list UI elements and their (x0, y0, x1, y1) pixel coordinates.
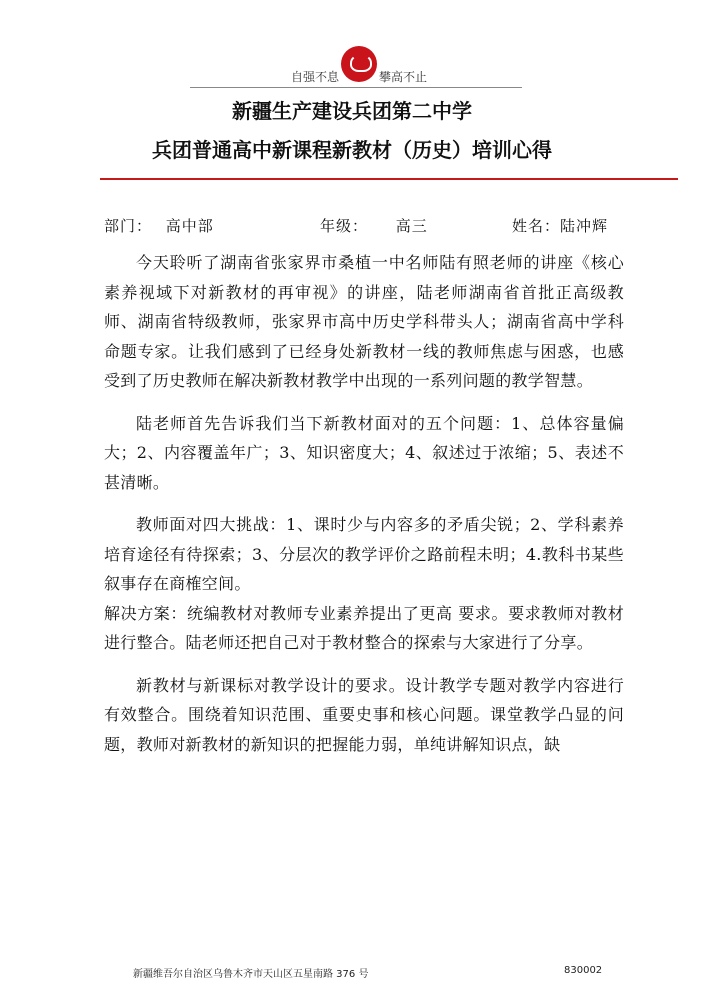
grade-label: 年级： (320, 217, 369, 235)
grade-value: 高三 (395, 217, 428, 235)
school-name: 新疆生产建设兵团第二中学 (232, 99, 472, 123)
footer-zip: 830002 (564, 965, 603, 976)
page-title: 兵团普通高中新课程新教材（历史）培训心得 (152, 138, 552, 162)
department-field (104, 215, 214, 236)
paragraph-solution: 解决方案：统编教材对教师专业素养提出了更高 要求。要求教师对教材进行整合。陆老师还把自己对于教材整合的探索与大家进行了分享。 (104, 603, 624, 652)
header-divider (190, 87, 522, 88)
paragraph-challenges: 教师面对四大挑战：1、课时少与内容多的矛盾尖锐；2、学科素养培育途径有待探索；3、分层次的教学评价之路前程未明；4.教科书某些叙事存在商榷空间。 (104, 515, 624, 593)
department-label: 部门： (104, 217, 153, 235)
paragraph-problems: 陆老师首先告诉我们当下新教材面对的五个问题：1、总体容量偏大；2、内容覆盖年广；3、知识密度大；4、叙述过于浓缩；5、表述不甚清晰。 (104, 413, 624, 492)
motto-right: 攀高不止 (379, 70, 428, 84)
paragraph-design: 新教材与新课标对教学设计的要求。设计教学专题对教学内容进行有效整合。围绕着知识范围、重要史事和核心问题。课堂教学凸显的问题，教师对新教材的新知识的把握能力弱，单纯讲解知识点，缺 (104, 675, 624, 754)
grade-field (320, 215, 428, 236)
name-field (512, 215, 608, 236)
motto-left: 自强不息 (291, 70, 340, 84)
name-value: 陆冲辉 (560, 217, 609, 235)
department-value: 高中部 (165, 217, 214, 235)
footer-address: 新疆维吾尔自治区乌鲁木齐市天山区五星南路 376 号 (133, 969, 369, 980)
school-emblem-icon (341, 46, 377, 82)
title-divider (100, 178, 678, 180)
paragraph-intro: 今天聆听了湖南省张家界市桑植一中名师陆有照老师的讲座《核心素养视域下对新教材的再审视》的讲座，陆老师湖南省首批正高级教师、湖南省特级教师，张家界市高中历史学科带头人；湖南省高中学科命题专家。让我们感到了已经身处新教材一线的教师焦虑与困惑，也感受到了历史教师在解决新教材教学中出现的一系列问题的教学智慧。 (104, 253, 624, 390)
document-body (104, 248, 624, 759)
name-label: 姓名： (512, 217, 561, 235)
